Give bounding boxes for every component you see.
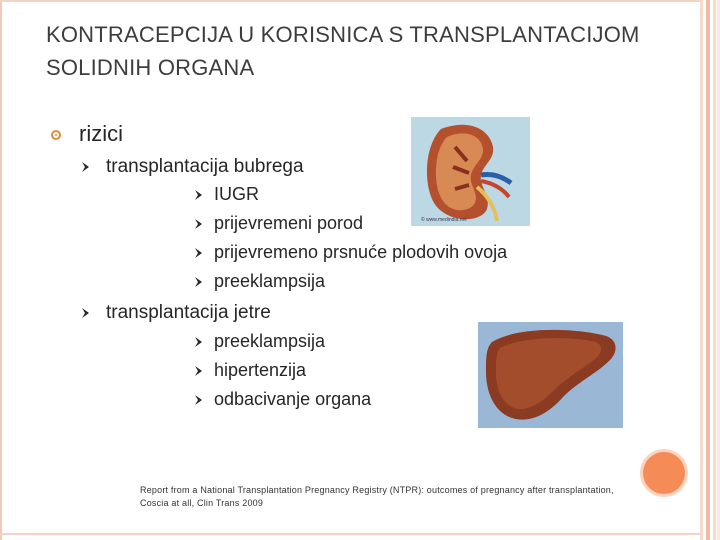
reference-line: Coscia at all, Clin Trans 2009 [140,498,264,508]
arrow-bullet-icon [194,218,204,230]
list-item: odbacivanje organa [214,389,372,409]
arrow-bullet-icon [194,276,204,288]
slide-frame-top [0,0,700,2]
slide-stripe [713,0,716,540]
liver-image [478,322,623,428]
slide-frame-bottom [0,533,700,535]
liver-illustration [478,322,623,428]
reference-line: Report from a National Transplantation Pregnancy Registry (NTPR): outcomes of pregnancy after transplantation, [140,485,614,495]
arrow-bullet-icon [194,336,204,348]
list-item: IUGR [214,184,259,204]
slide-stripe [706,0,710,540]
slide-frame-left [0,0,2,540]
list-item: preeklampsija [214,271,326,291]
list-item: prijevremeni porod [214,213,364,233]
arrow-bullet-icon [194,247,204,259]
slide-stripe [700,0,703,540]
reference-citation [140,484,660,510]
slide-title: KONTRACEPCIJA U KORISNICA S TRANSPLANTACIJOM SOLIDNIH ORGANA [46,22,640,80]
arrow-bullet-icon [81,161,91,173]
section-heading: transplantacija bubrega [106,156,304,177]
arrow-bullet-icon [81,307,91,319]
arrow-bullet-icon [194,189,204,201]
list-item: prijevremeno prsnuće plodovih ovoja [214,242,508,262]
list-item: hipertenzija [214,360,307,380]
main-point: rizici [79,121,123,146]
circle-bullet-icon [51,130,61,140]
kidney-watermark: © www.medindia.net [421,217,467,223]
kidney-illustration [411,117,530,226]
section-heading: transplantacija jetre [106,302,271,323]
arrow-bullet-icon [194,394,204,406]
list-item: preeklampsija [214,331,326,351]
arrow-bullet-icon [194,365,204,377]
kidney-image [411,117,530,226]
